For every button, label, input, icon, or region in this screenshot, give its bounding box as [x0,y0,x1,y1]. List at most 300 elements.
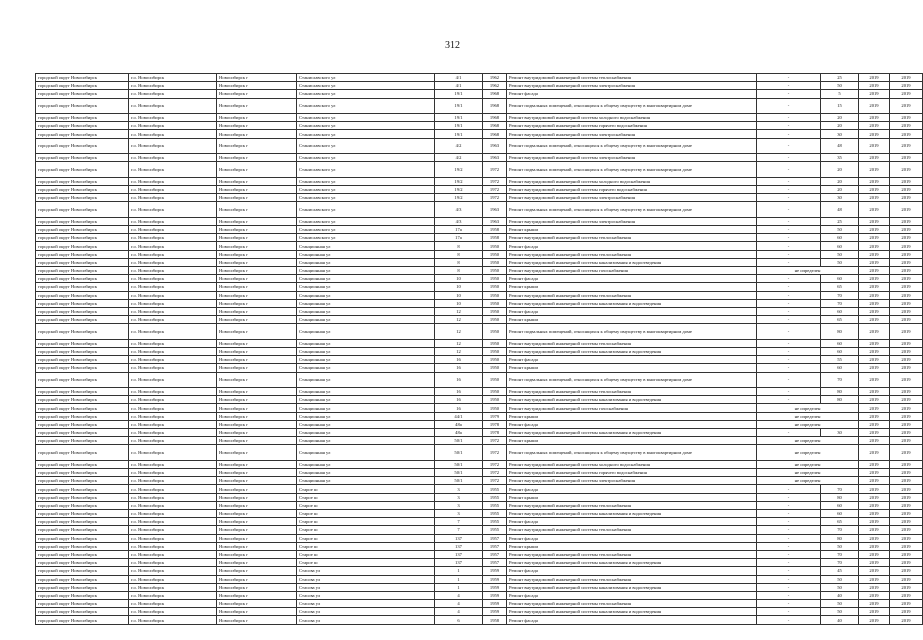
municipal-district-cell: городской округ Новосибирск [36,559,129,567]
plan-year-end-cell: 2019 [890,202,923,218]
cost-cell: не определен [757,469,859,477]
house-number-cell: 10 [435,283,483,291]
cost-cell: - [757,567,821,575]
house-number-cell: 3 [435,501,483,509]
settlement-cell: г.о. Новосибирск [129,234,217,242]
street-cell: Станционная ул [297,316,435,324]
settlement-cell: г.о. Новосибирск [129,267,217,275]
cost-cell: не определен [757,404,859,412]
area-cell: 50 [821,583,859,591]
build-year-cell: 1950 [483,250,507,258]
house-number-cell: 4/3 [435,217,483,225]
house-number-cell: 7 [435,518,483,526]
work-type-cell: Ремонт фасада [507,518,757,526]
work-type-cell: Ремонт внутридомовой инженерной системы канализования и водоотведения [507,299,757,307]
work-type-cell: Ремонт внутридомовой инженерной системы теплоснабжения [507,291,757,299]
street-cell: Станционная ул [297,299,435,307]
plan-year-end-cell: 2019 [890,324,923,340]
plan-year-start-cell: 2019 [859,154,890,162]
city-cell: Новосибирск г [217,534,297,542]
build-year-cell: 1957 [483,559,507,567]
cost-cell: - [757,616,821,624]
city-cell: Новосибирск г [217,510,297,518]
house-number-cell: 4/3 [435,202,483,218]
table-row [36,122,923,130]
plan-year-start-cell: 2019 [859,339,890,347]
municipal-district-cell: городской округ Новосибирск [36,82,129,90]
table-row [36,339,923,347]
plan-year-end-cell: 2019 [890,404,923,412]
street-cell: Стасова ул [297,591,435,599]
area-cell: 48 [821,202,859,218]
cost-cell: - [757,575,821,583]
plan-year-start-cell: 2019 [859,559,890,567]
build-year-cell: 1955 [483,485,507,493]
cost-cell: - [757,226,821,234]
municipal-district-cell: городской округ Новосибирск [36,404,129,412]
build-year-cell: 1959 [483,567,507,575]
work-type-cell: Ремонт внутридомовой инженерной системы электроснабжения [507,194,757,202]
area-cell: 35 [821,154,859,162]
city-cell: Новосибирск г [217,299,297,307]
city-cell: Новосибирск г [217,608,297,616]
area-cell: 20 [821,186,859,194]
municipal-district-cell: городской округ Новосибирск [36,177,129,185]
area-cell: 60 [821,348,859,356]
work-type-cell: Ремонт внутридомовой инженерной системы теплоснабжения [507,550,757,558]
cost-cell: - [757,82,821,90]
plan-year-end-cell: 2019 [890,559,923,567]
municipal-district-cell: городской округ Новосибирск [36,493,129,501]
area-cell: 60 [821,364,859,372]
municipal-district-cell: городской округ Новосибирск [36,364,129,372]
work-type-cell: Ремонт крыши [507,412,757,420]
table-row [36,559,923,567]
table-row [36,567,923,575]
table-row [36,291,923,299]
plan-year-end-cell: 2019 [890,226,923,234]
house-number-cell: 8 [435,250,483,258]
municipal-district-cell: городской округ Новосибирск [36,445,129,461]
plan-year-end-cell: 2019 [890,138,923,154]
house-number-cell: 4/2 [435,138,483,154]
house-number-cell: 19/2 [435,177,483,185]
plan-year-start-cell: 2019 [859,186,890,194]
plan-year-end-cell: 2019 [890,356,923,364]
city-cell: Новосибирск г [217,122,297,130]
settlement-cell: г.о. Новосибирск [129,501,217,509]
cost-cell: не определен [757,460,859,468]
house-number-cell: 12 [435,307,483,315]
area-cell: 50 [821,250,859,258]
work-type-cell: Ремонт фасада [507,420,757,428]
plan-year-start-cell: 2019 [859,275,890,283]
house-number-cell: 12 [435,324,483,340]
house-number-cell: 4 [435,600,483,608]
table-row [36,534,923,542]
area-cell: 20 [821,162,859,178]
cost-cell: - [757,316,821,324]
settlement-cell: г.о. Новосибирск [129,226,217,234]
city-cell: Новосибирск г [217,162,297,178]
work-type-cell: Ремонт внутридомовой инженерной системы электроснабжения [507,154,757,162]
build-year-cell: 1962 [483,74,507,82]
house-number-cell: 50/1 [435,477,483,485]
area-cell: 25 [821,74,859,82]
build-year-cell: 1955 [483,501,507,509]
work-type-cell: Ремонт внутридомовой инженерной системы канализования и водоотведения [507,583,757,591]
build-year-cell: 1972 [483,437,507,445]
build-year-cell: 1958 [483,616,507,624]
house-number-cell: 1 [435,567,483,575]
city-cell: Новосибирск г [217,469,297,477]
table-row [36,234,923,242]
plan-year-end-cell: 2019 [890,542,923,550]
plan-year-end-cell: 2019 [890,493,923,501]
build-year-cell: 1950 [483,307,507,315]
work-type-cell: Ремонт фасада [507,275,757,283]
house-number-cell: 19/2 [435,186,483,194]
work-type-cell: Ремонт подвальных помещений, относящихся к общему имуществу в многоквартирном доме [507,162,757,178]
table-row [36,316,923,324]
street-cell: Станционная ул [297,324,435,340]
street-cell: Станиславского ул [297,186,435,194]
plan-year-end-cell: 2019 [890,608,923,616]
area-cell: 30 [821,429,859,437]
build-year-cell: 1957 [483,550,507,558]
build-year-cell: 1959 [483,591,507,599]
plan-year-start-cell: 2019 [859,485,890,493]
cost-cell: - [757,194,821,202]
street-cell: Станиславского ул [297,74,435,82]
municipal-district-cell: городской округ Новосибирск [36,420,129,428]
city-cell: Новосибирск г [217,437,297,445]
municipal-district-cell: городской округ Новосибирск [36,307,129,315]
build-year-cell: 1958 [483,226,507,234]
cost-cell: не определен [757,477,859,485]
plan-year-start-cell: 2019 [859,299,890,307]
work-type-cell: Ремонт внутридомовой инженерной системы канализования и водоотведения [507,429,757,437]
municipal-district-cell: городской округ Новосибирск [36,412,129,420]
settlement-cell: г.о. Новосибирск [129,396,217,404]
table-row [36,74,923,82]
city-cell: Новосибирск г [217,138,297,154]
table-row [36,130,923,138]
work-type-cell: Ремонт внутридомовой инженерной системы электроснабжения [507,477,757,485]
plan-year-end-cell: 2019 [890,307,923,315]
build-year-cell: 1972 [483,469,507,477]
city-cell: Новосибирск г [217,177,297,185]
street-cell: Стасова ул [297,567,435,575]
plan-year-end-cell: 2019 [890,429,923,437]
city-cell: Новосибирск г [217,501,297,509]
house-number-cell: 19/1 [435,90,483,98]
plan-year-end-cell: 2019 [890,275,923,283]
street-cell: Станиславского ул [297,154,435,162]
house-number-cell: 8 [435,242,483,250]
house-number-cell: 50/1 [435,445,483,461]
settlement-cell: г.о. Новосибирск [129,616,217,624]
house-number-cell: 44/1 [435,412,483,420]
cost-cell: - [757,324,821,340]
plan-year-end-cell: 2019 [890,510,923,518]
table-row [36,608,923,616]
plan-year-end-cell: 2019 [890,122,923,130]
build-year-cell: 1950 [483,283,507,291]
street-cell: Старое ш [297,526,435,534]
area-cell: 45 [821,567,859,575]
city-cell: Новосибирск г [217,234,297,242]
plan-year-start-cell: 2019 [859,283,890,291]
cost-cell: - [757,364,821,372]
table-row [36,356,923,364]
work-type-cell: Ремонт внутридомовой инженерной системы газоснабжения [507,267,757,275]
build-year-cell: 1972 [483,460,507,468]
municipal-district-cell: городской округ Новосибирск [36,608,129,616]
plan-year-start-cell: 2019 [859,493,890,501]
plan-year-end-cell: 2019 [890,372,923,388]
house-number-cell: 137 [435,559,483,567]
plan-year-start-cell: 2019 [859,194,890,202]
table-row [36,275,923,283]
street-cell: Станиславского ул [297,122,435,130]
plan-year-start-cell: 2019 [859,114,890,122]
cost-cell: - [757,501,821,509]
work-type-cell: Ремонт внутридомовой инженерной системы электроснабжения [507,82,757,90]
table-row [36,364,923,372]
cost-cell: - [757,299,821,307]
area-cell: 15 [821,98,859,114]
house-number-cell: 19/1 [435,130,483,138]
house-number-cell: 1 [435,575,483,583]
build-year-cell: 1959 [483,575,507,583]
municipal-district-cell: городской округ Новосибирск [36,186,129,194]
street-cell: Станционная ул [297,250,435,258]
build-year-cell: 1972 [483,186,507,194]
settlement-cell: г.о. Новосибирск [129,445,217,461]
plan-year-end-cell: 2019 [890,242,923,250]
street-cell: Станиславского ул [297,217,435,225]
area-cell: 65 [821,316,859,324]
work-type-cell: Ремонт внутридомовой инженерной системы электроснабжения [507,130,757,138]
plan-year-end-cell: 2019 [890,583,923,591]
city-cell: Новосибирск г [217,186,297,194]
house-number-cell: 4/1 [435,82,483,90]
plan-year-start-cell: 2019 [859,526,890,534]
area-cell: 20 [821,114,859,122]
build-year-cell: 1968 [483,122,507,130]
house-number-cell: 12 [435,348,483,356]
table-row [36,501,923,509]
street-cell: Станционная ул [297,412,435,420]
settlement-cell: г.о. Новосибирск [129,364,217,372]
table-row [36,542,923,550]
cost-cell: - [757,348,821,356]
work-type-cell: Ремонт внутридомовой инженерной системы теплоснабжения [507,388,757,396]
plan-year-start-cell: 2019 [859,307,890,315]
work-type-cell: Ремонт внутридомовой инженерной системы горячего водоснабжения [507,186,757,194]
table-row [36,510,923,518]
settlement-cell: г.о. Новосибирск [129,202,217,218]
street-cell: Станиславского ул [297,194,435,202]
plan-year-start-cell: 2019 [859,420,890,428]
city-cell: Новосибирск г [217,616,297,624]
plan-year-start-cell: 2019 [859,202,890,218]
build-year-cell: 1968 [483,114,507,122]
area-cell: 25 [821,217,859,225]
house-number-cell: 19/2 [435,194,483,202]
cost-cell: не определен [757,445,859,461]
municipal-district-cell: городской округ Новосибирск [36,242,129,250]
cost-cell: - [757,90,821,98]
house-number-cell: 10 [435,275,483,283]
cost-cell: - [757,154,821,162]
cost-cell: - [757,526,821,534]
cost-cell: - [757,177,821,185]
cost-cell: - [757,510,821,518]
work-type-cell: Ремонт внутридомовой инженерной системы теплоснабжения [507,501,757,509]
settlement-cell: г.о. Новосибирск [129,114,217,122]
build-year-cell: 1950 [483,396,507,404]
settlement-cell: г.о. Новосибирск [129,567,217,575]
work-type-cell: Ремонт фасада [507,591,757,599]
build-year-cell: 1950 [483,242,507,250]
table-row [36,460,923,468]
plan-year-start-cell: 2019 [859,356,890,364]
cost-cell: - [757,550,821,558]
plan-year-start-cell: 2019 [859,501,890,509]
city-cell: Новосибирск г [217,74,297,82]
municipal-district-cell: городской округ Новосибирск [36,485,129,493]
work-type-cell: Ремонт внутридомовой инженерной системы теплоснабжения [507,526,757,534]
build-year-cell: 1950 [483,299,507,307]
cost-cell: - [757,518,821,526]
build-year-cell: 1972 [483,194,507,202]
table-row [36,324,923,340]
cost-cell: - [757,307,821,315]
table-row [36,437,923,445]
street-cell: Станиславского ул [297,138,435,154]
street-cell: Станционная ул [297,477,435,485]
build-year-cell: 1955 [483,493,507,501]
work-type-cell: Ремонт внутридомовой инженерной системы холодного водоснабжения [507,114,757,122]
table-row [36,114,923,122]
plan-year-start-cell: 2019 [859,98,890,114]
plan-year-end-cell: 2019 [890,283,923,291]
area-cell: 80 [821,324,859,340]
house-number-cell: 16 [435,372,483,388]
cost-cell: - [757,138,821,154]
settlement-cell: г.о. Новосибирск [129,583,217,591]
house-number-cell: 12 [435,316,483,324]
build-year-cell: 1962 [483,82,507,90]
street-cell: Станционная ул [297,372,435,388]
settlement-cell: г.о. Новосибирск [129,74,217,82]
settlement-cell: г.о. Новосибирск [129,130,217,138]
work-type-cell: Ремонт внутридомовой инженерной системы горячего водоснабжения [507,469,757,477]
table-row [36,186,923,194]
city-cell: Новосибирск г [217,307,297,315]
plan-year-start-cell: 2019 [859,608,890,616]
table-row [36,396,923,404]
house-number-cell: 4 [435,608,483,616]
plan-year-start-cell: 2019 [859,122,890,130]
area-cell: 50 [821,258,859,266]
cost-cell: не определен [757,437,859,445]
municipal-district-cell: городской округ Новосибирск [36,575,129,583]
municipal-district-cell: городской округ Новосибирск [36,388,129,396]
plan-year-end-cell: 2019 [890,469,923,477]
work-type-cell: Ремонт внутридомовой инженерной системы канализования и водоотведения [507,559,757,567]
city-cell: Новосибирск г [217,559,297,567]
city-cell: Новосибирск г [217,412,297,420]
plan-year-end-cell: 2019 [890,299,923,307]
municipal-district-cell: городской округ Новосибирск [36,477,129,485]
cost-cell: не определен [757,412,859,420]
plan-year-start-cell: 2019 [859,177,890,185]
work-type-cell: Ремонт внутридомовой инженерной системы электроснабжения [507,217,757,225]
house-number-cell: 3 [435,510,483,518]
street-cell: Станиславского ул [297,226,435,234]
house-number-cell: 8 [435,267,483,275]
house-number-cell: 10 [435,291,483,299]
table-row [36,591,923,599]
cost-cell: - [757,600,821,608]
settlement-cell: г.о. Новосибирск [129,162,217,178]
cost-cell: - [757,275,821,283]
cost-cell: - [757,485,821,493]
street-cell: Старое ш [297,501,435,509]
street-cell: Старое ш [297,510,435,518]
street-cell: Старое ш [297,485,435,493]
plan-year-start-cell: 2019 [859,591,890,599]
work-type-cell: Ремонт внутридомовой инженерной системы горячего водоснабжения [507,122,757,130]
plan-year-end-cell: 2019 [890,567,923,575]
area-cell: 70 [821,550,859,558]
settlement-cell: г.о. Новосибирск [129,250,217,258]
street-cell: Станиславского ул [297,82,435,90]
plan-year-end-cell: 2019 [890,460,923,468]
area-cell: 70 [821,372,859,388]
street-cell: Старое ш [297,518,435,526]
build-year-cell: 1950 [483,258,507,266]
table-row [36,226,923,234]
plan-year-end-cell: 2019 [890,74,923,82]
municipal-district-cell: городской округ Новосибирск [36,316,129,324]
work-type-cell: Ремонт внутридомовой инженерной системы канализования и водоотведения [507,608,757,616]
plan-year-start-cell: 2019 [859,477,890,485]
street-cell: Станционная ул [297,388,435,396]
plan-year-end-cell: 2019 [890,412,923,420]
table-row [36,412,923,420]
city-cell: Новосибирск г [217,154,297,162]
build-year-cell: 1968 [483,130,507,138]
house-number-cell: 50/1 [435,437,483,445]
area-cell: 5 [821,90,859,98]
settlement-cell: г.о. Новосибирск [129,600,217,608]
city-cell: Новосибирск г [217,420,297,428]
plan-year-end-cell: 2019 [890,316,923,324]
work-type-cell: Ремонт внутридомовой инженерной системы канализования и водоотведения [507,510,757,518]
city-cell: Новосибирск г [217,583,297,591]
city-cell: Новосибирск г [217,460,297,468]
area-cell: 80 [821,388,859,396]
settlement-cell: г.о. Новосибирск [129,258,217,266]
municipal-district-cell: городской округ Новосибирск [36,154,129,162]
street-cell: Станционная ул [297,396,435,404]
work-type-cell: Ремонт фасада [507,485,757,493]
cost-cell: - [757,591,821,599]
